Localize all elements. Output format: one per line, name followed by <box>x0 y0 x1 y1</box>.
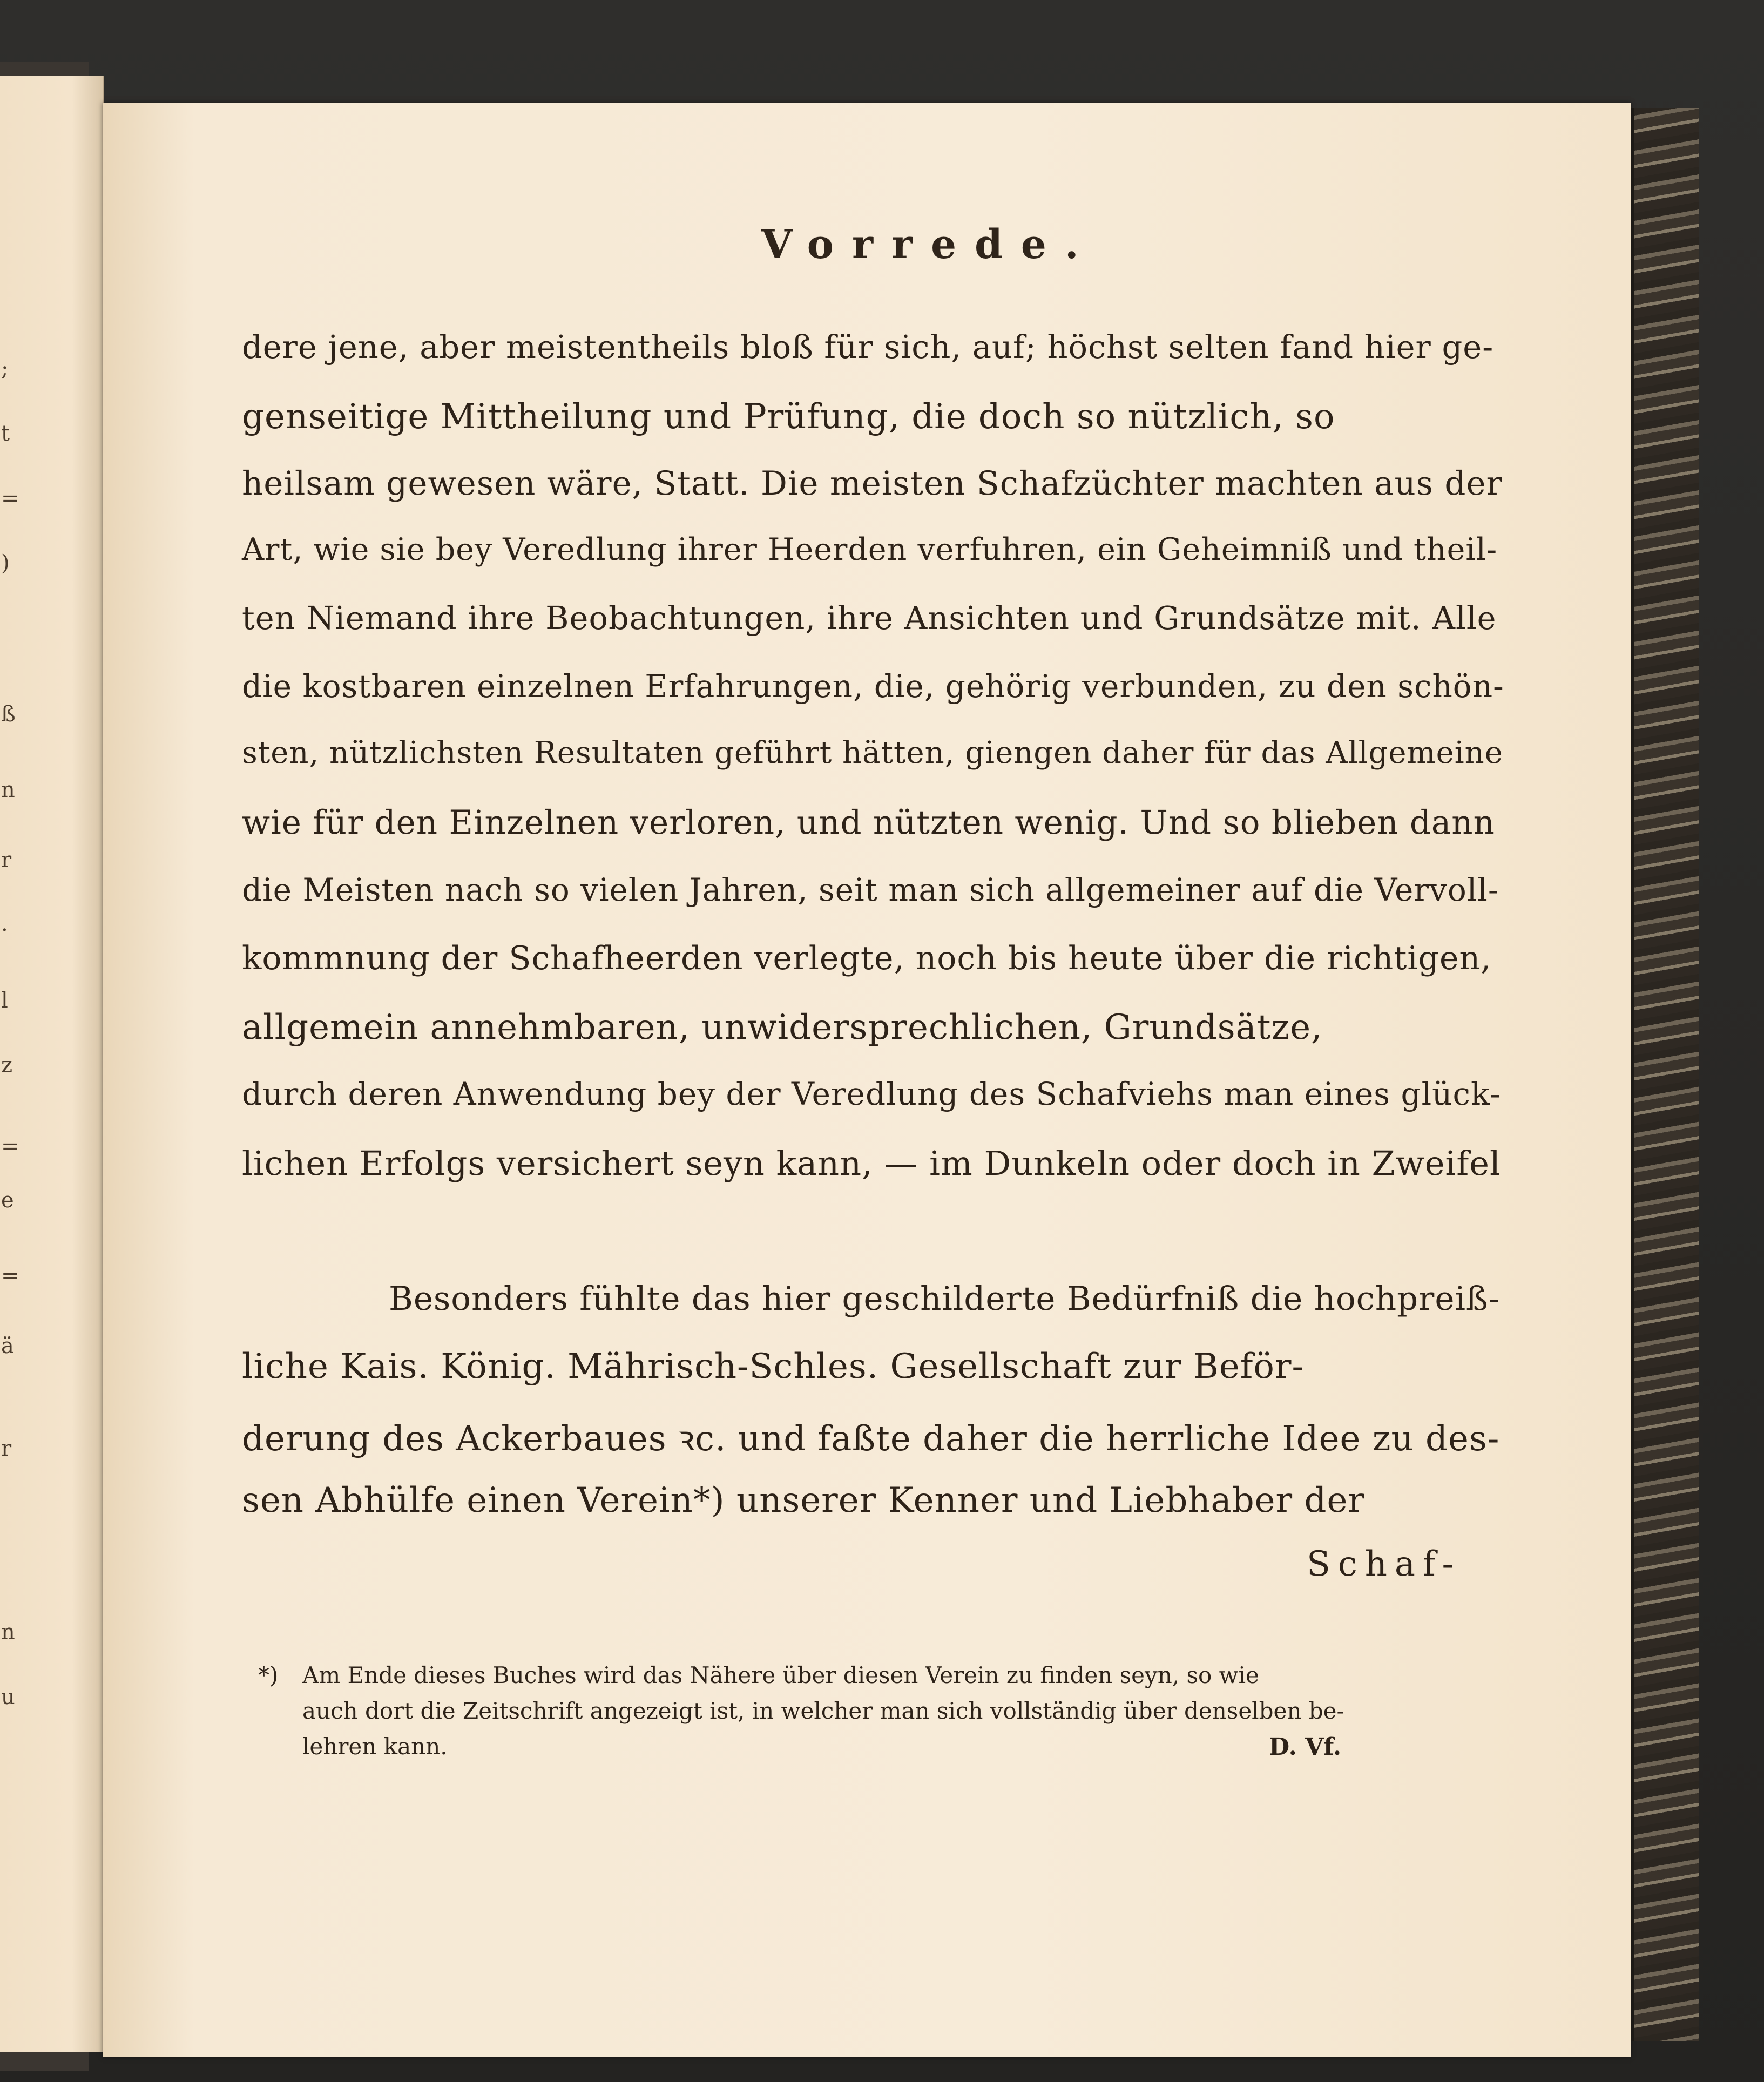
text-line: Besonders fühlte das hier geschilderte Bedürfniß die hochpreiß- <box>389 1280 1501 1318</box>
text-line: lichen Erfolgs versichert seyn kann, — im Dunkeln oder doch in Zweifel <box>242 1144 1501 1183</box>
footnote-line: lehren kann. <box>302 1733 448 1760</box>
text-line: derung des Ackerbaues ꝛc. und faßte daher die herrliche Idee zu des- <box>242 1419 1500 1459</box>
margin-char: = <box>1 1134 19 1159</box>
text-line: sten, nützlichsten Resultaten geführt hätten, giengen daher für das Allgemeine <box>242 735 1503 770</box>
margin-char: n <box>1 1620 15 1645</box>
footnote-line: Am Ende dieses Buches wird das Nähere über diesen Verein zu finden seyn, so wie <box>302 1662 1259 1688</box>
margin-char: · <box>1 918 8 943</box>
margin-char: ; <box>1 356 9 381</box>
text-line: die kostbaren einzelnen Erfahrungen, die, gehörig verbunden, zu den schön- <box>242 668 1504 705</box>
text-line: wie für den Einzelnen verloren, und nützten wenig. Und so blieben dann <box>242 803 1495 842</box>
text-line: kommnung der Schafheerden verlegte, noch bis heute über die richtigen, <box>242 939 1492 977</box>
catchword: Schaf- <box>1307 1544 1462 1584</box>
margin-char: l <box>1 988 8 1013</box>
left-page-edge <box>0 76 104 2052</box>
text-line: sen Abhülfe einen Verein*) unserer Kenner und Liebhaber der <box>242 1481 1365 1520</box>
text-line: Art, wie sie bey Veredlung ihrer Heerden verfuhren, ein Geheimniß und theil- <box>242 532 1498 567</box>
margin-char: ) <box>1 551 10 576</box>
text-line: genseitige Mittheilung und Prüfung, die doch so nützlich, so <box>242 397 1335 437</box>
text-line: dere jene, aber meistentheils bloß für sich, auf; höchst selten fand hier ge- <box>242 328 1494 366</box>
margin-char: = <box>1 486 19 511</box>
margin-char: ß <box>1 702 16 727</box>
margin-char: e <box>1 1188 14 1213</box>
margin-char: z <box>1 1053 13 1078</box>
marbled-endpaper <box>1631 108 1699 2041</box>
text-line: liche Kais. König. Mährisch-Schles. Gesellschaft zur Beför- <box>242 1347 1305 1387</box>
margin-char: r <box>1 1436 12 1461</box>
margin-char: = <box>1 1263 19 1288</box>
text-line: durch deren Anwendung bey der Veredlung des Schafviehs man eines glück- <box>242 1076 1501 1112</box>
text-line: ten Niemand ihre Beobachtungen, ihre Ansichten und Grundsätze mit. Alle <box>242 599 1497 637</box>
footnote-mark: *) <box>258 1662 279 1688</box>
page-heading: Vorrede. <box>761 221 1097 268</box>
margin-char: n <box>1 778 15 802</box>
text-line: heilsam gewesen wäre, Statt. Die meisten Schafzüchter machten aus der <box>242 464 1503 503</box>
margin-char: u <box>1 1685 15 1709</box>
text-line: allgemein annehmbaren, unwidersprechlichen, Grundsätze, <box>242 1008 1323 1047</box>
footnote-line: auch dort die Zeitschrift angezeigt ist, in welcher man sich vollständig über denselben be- <box>302 1698 1344 1724</box>
margin-char: r <box>1 848 12 873</box>
margin-char: t <box>1 421 10 446</box>
footnote-signature: D. Vf. <box>1269 1733 1342 1761</box>
margin-char: ä <box>1 1334 14 1358</box>
text-line: die Meisten nach so vielen Jahren, seit man sich allgemeiner auf die Vervoll- <box>242 871 1499 908</box>
